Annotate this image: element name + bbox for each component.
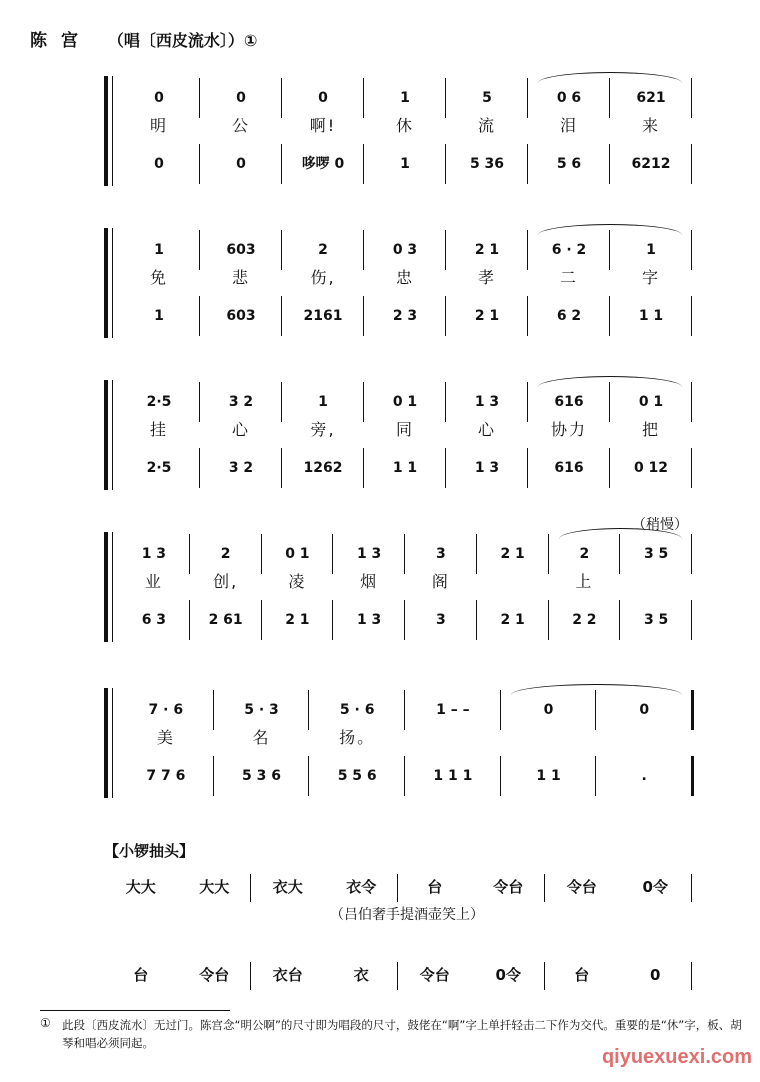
lyric-line (118, 726, 692, 750)
accompaniment-line-cell: 603 (226, 308, 256, 324)
accompaniment-line-cell: 5 6 (556, 156, 582, 172)
system-brace-line (112, 532, 113, 642)
lyric-line-cell (477, 570, 549, 594)
slur-mark (538, 224, 682, 235)
percussion-syllable: 0令 (642, 878, 668, 896)
accompaniment-line-cell: 0 (154, 156, 164, 172)
lyric-line-cell: 心 (231, 420, 250, 439)
percussion-syllable: 大大 (125, 878, 156, 896)
system-brace (104, 688, 108, 798)
bar-line (544, 962, 545, 990)
score-system (104, 688, 692, 798)
slur-mark (511, 684, 682, 695)
accompaniment-line-cell: 1 1 1 (433, 768, 473, 784)
vocal-line-cell: 0 6 (556, 90, 582, 106)
accompaniment-line-cell: 2 3 (392, 308, 418, 324)
lyric-line-cell: 美 (156, 728, 175, 747)
lyric-line-cell (596, 726, 692, 750)
accompaniment-line-cell: 1 3 (356, 612, 382, 628)
lyric-line-cell: 协力 (550, 420, 587, 439)
lyric-line (118, 266, 692, 290)
vocal-line-cell: 2 (579, 546, 590, 562)
accompaniment-line-cell: 5 5 6 (337, 768, 377, 784)
bar-line (250, 962, 251, 990)
lyric-line-cell: 公 (231, 116, 250, 135)
accompaniment-line-cell: 3 (436, 612, 446, 628)
vocal-line-cell: 0 (543, 702, 554, 718)
stage-direction: （吕伯奢手提酒壶笑上） (330, 907, 484, 923)
lyric-line-cell: 泪 (559, 116, 578, 135)
lyric-line (118, 570, 692, 594)
lyric-line-cell: 上 (575, 572, 594, 591)
vocal-line (118, 542, 692, 566)
section-header (30, 26, 257, 52)
vocal-line-cell: 1 3 (474, 394, 500, 410)
accompaniment-line-cell: 0 12 (633, 460, 669, 476)
bar-line (250, 874, 251, 902)
lyric-line-cell: 心 (477, 420, 496, 439)
score-system (104, 76, 692, 186)
slur-mark (538, 376, 682, 387)
accompaniment-line-cell: 2 1 (500, 612, 525, 628)
vocal-line-cell: 1 3 (356, 546, 382, 562)
bar-line (691, 874, 692, 902)
accompaniment-line-cell: 616 (554, 460, 584, 476)
system-brace-line (112, 688, 113, 798)
percussion-title: 【小锣抽头】 (104, 842, 195, 860)
accompaniment-line-cell: 6212 (631, 156, 671, 172)
accompaniment-line-cell: 5 36 (469, 156, 505, 172)
slur-mark (538, 72, 682, 83)
bar-line (397, 874, 398, 902)
accompaniment-line (118, 304, 692, 328)
vocal-line-cell: 0 (318, 90, 328, 106)
vocal-line-cell: 0 (236, 90, 246, 106)
vocal-line-cell: 3 (436, 546, 446, 562)
lyric-line-cell: 挂 (149, 420, 168, 439)
percussion-syllable: 台 (133, 966, 149, 984)
accompaniment-line-cell: 1 1 (638, 308, 664, 324)
lyric-line-cell: 休 (395, 116, 414, 135)
accompaniment-line-cell: . (641, 768, 647, 784)
accompaniment-line-cell: 2 61 (208, 612, 243, 628)
vocal-line-cell: 5 · 6 (339, 702, 375, 718)
vocal-line-cell: 1 (400, 90, 410, 106)
accompaniment-line-cell: 2161 (303, 308, 343, 324)
percussion-row-1 (104, 874, 692, 900)
lyric-line-cell: 明 (149, 116, 168, 135)
lyric-line-cell: 啊! (309, 116, 337, 135)
system-brace (104, 228, 108, 338)
vocal-line-cell: 1 (646, 242, 656, 258)
vocal-line-cell: 1 (154, 242, 164, 258)
lyric-line-cell (405, 726, 501, 750)
lyric-line-cell: 免 (149, 268, 168, 287)
footnote-mark: ① (40, 1016, 51, 1030)
lyric-line-cell: 烟 (360, 572, 379, 591)
vocal-line-cell: 0 1 (638, 394, 664, 410)
accompaniment-line-cell: 6 3 (141, 612, 167, 628)
vocal-line-cell: 3 5 (643, 546, 669, 562)
lyric-line-cell: 创, (213, 572, 239, 591)
vocal-line-cell: 3 2 (228, 394, 254, 410)
bar-line (691, 962, 692, 990)
vocal-line (118, 390, 692, 414)
vocal-line-cell: 7 · 6 (148, 702, 184, 718)
lyric-line-cell: 忠 (395, 268, 414, 287)
score-system (104, 532, 692, 642)
percussion-syllable: 令台 (199, 966, 230, 984)
lyric-line-cell: 来 (641, 116, 660, 135)
percussion-syllable: 令台 (493, 878, 524, 896)
lyric-line-cell: 旁, (310, 420, 336, 439)
accompaniment-line-cell: 7 7 6 (146, 768, 186, 784)
lyric-line-cell: 字 (641, 268, 660, 287)
accompaniment-line-cell: 2 1 (285, 612, 310, 628)
percussion-syllable: 0令 (495, 966, 521, 984)
lyric-line (118, 418, 692, 442)
percussion-syllable: 0 (650, 966, 661, 984)
lyric-line-cell: 把 (641, 420, 660, 439)
vocal-line-cell: 2 (220, 546, 231, 562)
lyric-line-cell: 扬。 (339, 728, 376, 747)
lyric-line (118, 114, 692, 138)
vocal-line-cell: 0 1 (392, 394, 418, 410)
percussion-syllable: 衣大 (272, 878, 303, 896)
percussion-syllable: 令台 (419, 966, 450, 984)
score-system (104, 380, 692, 490)
accompaniment-line (118, 764, 692, 788)
lyric-line-cell: 业 (144, 572, 163, 591)
vocal-line-cell: 1 (318, 394, 328, 410)
percussion-syllable: 大大 (199, 878, 230, 896)
vocal-line-cell: 1 – – (436, 702, 470, 718)
system-brace-line (112, 228, 113, 338)
system-brace (104, 76, 108, 186)
footnote-text: 此段〔西皮流水〕无过门。陈宫念“明公啊”的尺寸即为唱段的尺寸，鼓佬在“啊”字上单扦轻击二下作为交代。重要的是“休”字，板、胡琴和唱必须同起。 (62, 1018, 742, 1050)
vocal-line-cell: 603 (226, 242, 256, 258)
lyric-line-cell: 伤, (310, 268, 336, 287)
lyric-line-cell: 悲 (231, 268, 250, 287)
system-brace-line (112, 76, 113, 186)
lyric-line-cell: 孝 (477, 268, 496, 287)
score-system (104, 228, 692, 338)
vocal-line-cell: 1 3 (141, 546, 167, 562)
accompaniment-line-cell: 1 (154, 308, 164, 324)
percussion-syllable: 令台 (566, 878, 597, 896)
bar-line (397, 962, 398, 990)
vocal-line-cell: 0 (154, 90, 164, 106)
accompaniment-line-cell: 2 2 (572, 612, 597, 628)
accompaniment-line (118, 152, 692, 176)
vocal-line-cell: 6 · 2 (551, 242, 587, 258)
accompaniment-line (118, 608, 692, 632)
lyric-line-cell: 阁 (431, 572, 450, 591)
vocal-line (118, 238, 692, 262)
percussion-syllable: 衣令 (346, 878, 377, 896)
lyric-line-cell (620, 570, 692, 594)
vocal-line-cell: 616 (554, 394, 584, 410)
accompaniment-line-cell: 2·5 (146, 460, 172, 476)
lyric-line-cell: 流 (477, 116, 496, 135)
system-brace (104, 380, 108, 490)
vocal-line-cell: 5 · 3 (244, 702, 279, 718)
lyric-line-cell (501, 726, 597, 750)
accompaniment-line-cell: 1262 (303, 460, 343, 476)
vocal-line-cell: 0 3 (392, 242, 418, 258)
vocal-line-cell: 5 (482, 90, 492, 106)
percussion-syllable: 衣台 (272, 966, 303, 984)
bar-line (544, 874, 545, 902)
accompaniment-line-cell: 3 5 (643, 612, 669, 628)
lyric-line-cell: 凌 (288, 572, 307, 591)
lyric-line-cell: 同 (395, 420, 414, 439)
tune-name: （唱〔西皮流水〕）① (107, 31, 258, 50)
system-brace-line (112, 380, 113, 490)
accompaniment-line-cell: 6 2 (556, 308, 582, 324)
accompaniment-line-cell: 3 2 (228, 460, 254, 476)
accompaniment-line-cell: 1 1 (536, 768, 561, 784)
percussion-row-2 (104, 962, 692, 988)
system-brace (104, 532, 108, 642)
footnote-rule (40, 1010, 230, 1011)
vocal-line-cell: 2 1 (500, 546, 525, 562)
accompaniment-line-cell: 2 1 (474, 308, 500, 324)
percussion-syllable: 台 (427, 878, 443, 896)
vocal-line-cell: 0 (639, 702, 650, 718)
accompaniment-line-cell: 5 3 6 (242, 768, 281, 784)
role-name: 陈宫 (30, 31, 92, 51)
accompaniment-line-cell: 0 (236, 156, 246, 172)
accompaniment-line-cell: 1 (400, 156, 410, 172)
vocal-line-cell: 2 1 (474, 242, 500, 258)
tempo-mark: （稍慢） (632, 517, 688, 533)
lyric-line-cell: 二 (559, 268, 578, 287)
accompaniment-line-cell: 1 3 (474, 460, 500, 476)
watermark: qiyuexuexi.com (601, 1046, 752, 1068)
vocal-line (118, 698, 692, 722)
lyric-line-cell: 名 (252, 728, 271, 747)
vocal-line-cell: 621 (636, 90, 666, 106)
vocal-line-cell: 0 1 (285, 546, 310, 562)
vocal-line-cell: 2·5 (146, 394, 172, 410)
vocal-line-cell: 2 (318, 242, 328, 258)
accompaniment-line (118, 456, 692, 480)
percussion-syllable: 衣 (353, 966, 369, 984)
accompaniment-line-cell: 1 1 (392, 460, 418, 476)
percussion-syllable: 台 (574, 966, 590, 984)
accompaniment-line-cell: 哆啰 0 (301, 156, 345, 172)
vocal-line (118, 86, 692, 110)
